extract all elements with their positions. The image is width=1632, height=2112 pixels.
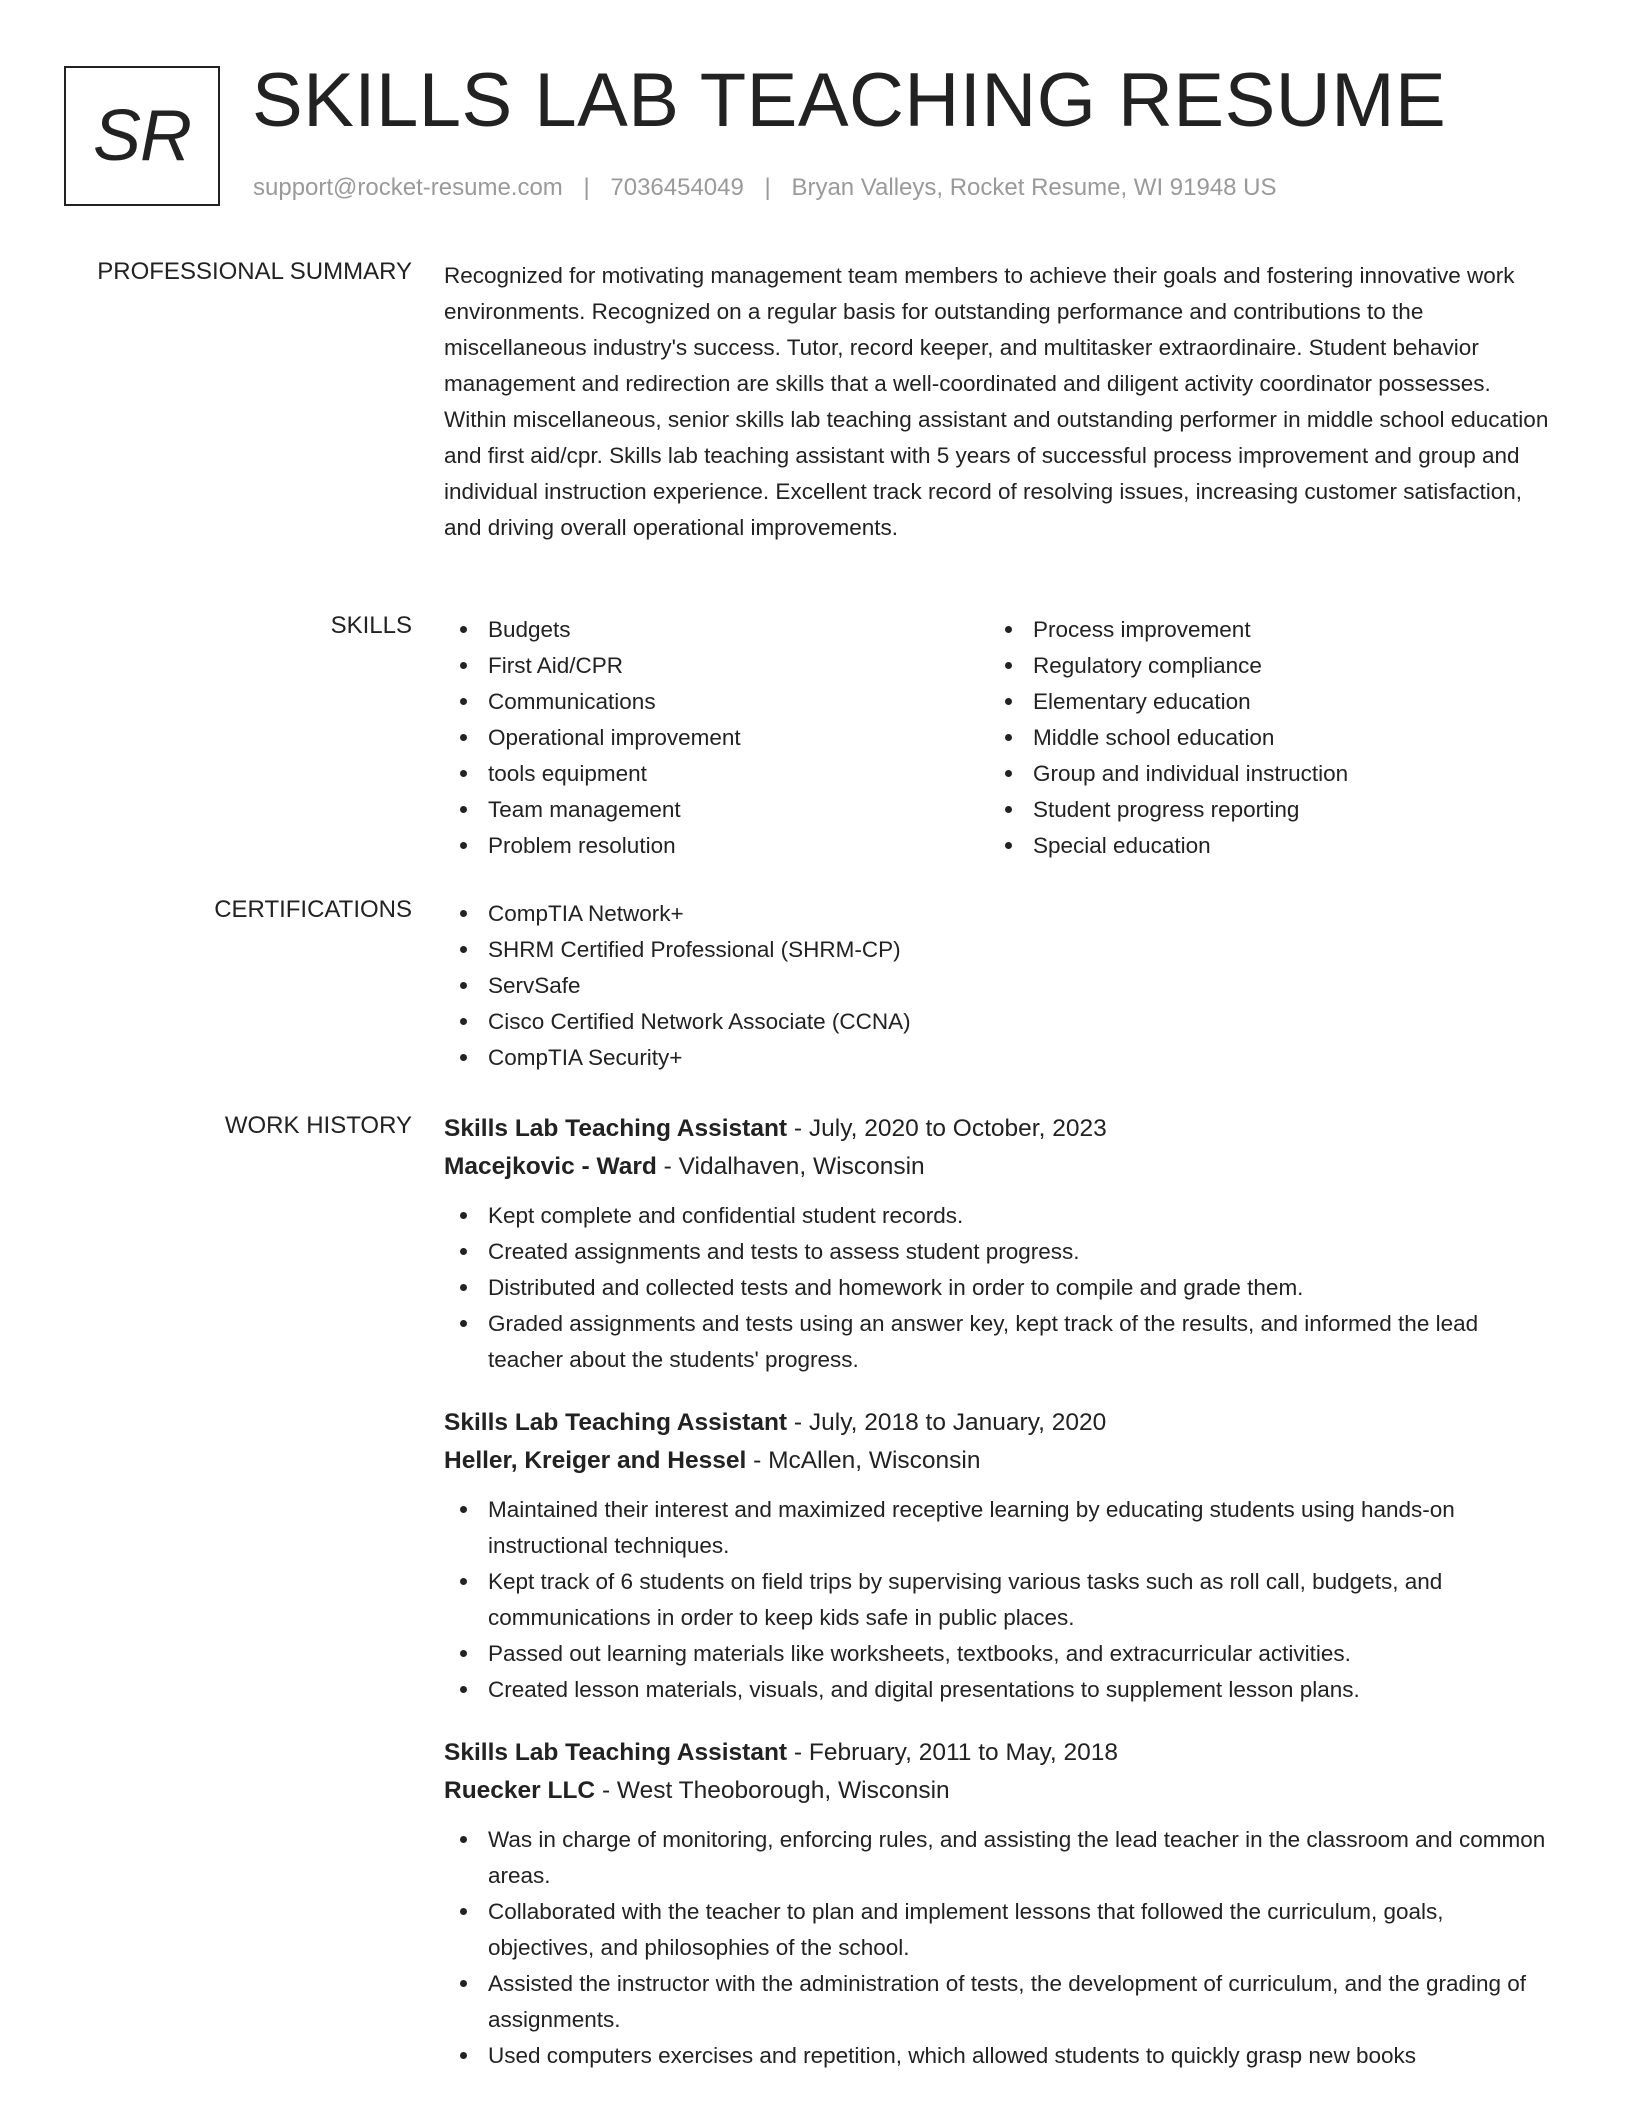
job-bullet: Collaborated with the teacher to plan and implement lessons that followed the curriculum, goals, objectives, and philosophies of the school.: [444, 1894, 1554, 1966]
job-company-line: [444, 1772, 1554, 1810]
job-location: - McAllen, Wisconsin: [746, 1447, 981, 1474]
contact-email: support@rocket-resume.com: [253, 174, 563, 201]
job-location: - Vidalhaven, Wisconsin: [656, 1153, 925, 1180]
job-bullet: Passed out learning materials like worksheets, textbooks, and extracurricular activities.: [444, 1636, 1554, 1672]
job-title-line: [444, 1110, 1554, 1148]
job-entry: [444, 1110, 1554, 1378]
job-bullet: Assisted the instructor with the administration of tests, the development of curriculum, and the grading of assignments.: [444, 1966, 1554, 2038]
contact-line: [253, 174, 1277, 202]
summary-body: [444, 258, 1554, 546]
job-bullet: Kept track of 6 students on field trips by supervising various tasks such as roll call, budgets, and communications in order to keep kids safe in public places.: [444, 1564, 1554, 1636]
work-history-body: [444, 1110, 1554, 2096]
certification-item: ServSafe: [444, 968, 1554, 1004]
contact-separator: |: [583, 174, 590, 201]
contact-address: Bryan Valleys, Rocket Resume, WI 91948 US: [791, 174, 1277, 201]
summary-text: Recognized for motivating management team members to achieve their goals and fostering innovative work environments. Recognized on a regular basis for outstanding performance and contributions to the miscellaneous industry's success. Tutor, record keeper, and multitasker extraordinaire. Student behavior management and redirection are skills that a well-coordinated and diligent activity coordinator possesses. Within miscellaneous, senior skills lab teaching assistant and outstanding performer in middle school education and first aid/cpr. Skills lab teaching assistant with 5 years of successful process improvement and group and individual instruction experience. Excellent track record of resolving issues, increasing customer satisfaction, and driving overall operational improvements.: [444, 263, 1549, 540]
work-history-heading: WORK HISTORY: [224, 1112, 412, 1139]
job-company: Ruecker LLC: [444, 1777, 596, 1804]
certification-item: SHRM Certified Professional (SHRM-CP): [444, 932, 1554, 968]
certification-item: CompTIA Security+: [444, 1040, 1554, 1076]
skill-item: Group and individual instruction: [989, 756, 1534, 792]
job-company: Heller, Kreiger and Hessel: [444, 1447, 747, 1474]
skill-item: Student progress reporting: [989, 792, 1534, 828]
job-bullet: Used computers exercises and repetition, which allowed students to quickly grasp new books: [444, 2038, 1554, 2074]
skills-list-left: [444, 612, 989, 864]
skill-item: Operational improvement: [444, 720, 989, 756]
job-bullet: Created assignments and tests to assess student progress.: [444, 1234, 1554, 1270]
job-bullet: Distributed and collected tests and homework in order to compile and grade them.: [444, 1270, 1554, 1306]
skills-list-right: [989, 612, 1534, 864]
job-entry: [444, 1404, 1554, 1708]
skill-item: Special education: [989, 828, 1534, 864]
skills-body: [444, 612, 1554, 864]
contact-phone: 7036454049: [610, 174, 744, 201]
skill-item: Team management: [444, 792, 989, 828]
certifications-list: [444, 896, 1554, 1076]
certification-item: CompTIA Network+: [444, 896, 1554, 932]
certifications-body: [444, 896, 1554, 1076]
job-location: - West Theoborough, Wisconsin: [595, 1777, 950, 1804]
job-company-line: [444, 1442, 1554, 1480]
certification-item: Cisco Certified Network Associate (CCNA): [444, 1004, 1554, 1040]
monogram-badge: SR: [64, 66, 220, 206]
job-company-line: [444, 1148, 1554, 1186]
skill-item: Regulatory compliance: [989, 648, 1534, 684]
job-title-line: [444, 1404, 1554, 1442]
contact-separator: |: [764, 174, 771, 201]
job-bullet: Maintained their interest and maximized receptive learning by educating students using hands-on instructional techniques.: [444, 1492, 1554, 1564]
job-bullets: [444, 1492, 1554, 1708]
job-bullets: [444, 1198, 1554, 1378]
skill-item: Communications: [444, 684, 989, 720]
job-bullet: Graded assignments and tests using an answer key, kept track of the results, and informed the lead teacher about the students' progress.: [444, 1306, 1554, 1378]
certifications-heading: CERTIFICATIONS: [214, 896, 412, 923]
job-dates: - February, 2011 to May, 2018: [787, 1739, 1119, 1766]
skill-item: Middle school education: [989, 720, 1534, 756]
skill-item: tools equipment: [444, 756, 989, 792]
skill-item: Problem resolution: [444, 828, 989, 864]
resume-title: SKILLS LAB TEACHING RESUME: [252, 58, 1447, 143]
skill-item: Process improvement: [989, 612, 1534, 648]
job-title: Skills Lab Teaching Assistant: [444, 1739, 788, 1766]
skill-item: First Aid/CPR: [444, 648, 989, 684]
skill-item: Elementary education: [989, 684, 1534, 720]
job-bullets: [444, 1822, 1554, 2074]
job-title: Skills Lab Teaching Assistant: [444, 1409, 788, 1436]
skills-heading: SKILLS: [330, 612, 412, 639]
skill-item: Budgets: [444, 612, 989, 648]
job-title-line: [444, 1734, 1554, 1772]
job-entry: [444, 1734, 1554, 2074]
job-bullet: Kept complete and confidential student records.: [444, 1198, 1554, 1234]
job-dates: - July, 2018 to January, 2020: [787, 1409, 1107, 1436]
job-dates: - July, 2020 to October, 2023: [787, 1115, 1107, 1142]
job-bullet: Created lesson materials, visuals, and digital presentations to supplement lesson plans.: [444, 1672, 1554, 1708]
job-bullet: Was in charge of monitoring, enforcing rules, and assisting the lead teacher in the classroom and common areas.: [444, 1822, 1554, 1894]
job-company: Macejkovic - Ward: [444, 1153, 657, 1180]
summary-heading: PROFESSIONAL SUMMARY: [97, 258, 412, 285]
job-title: Skills Lab Teaching Assistant: [444, 1115, 788, 1142]
